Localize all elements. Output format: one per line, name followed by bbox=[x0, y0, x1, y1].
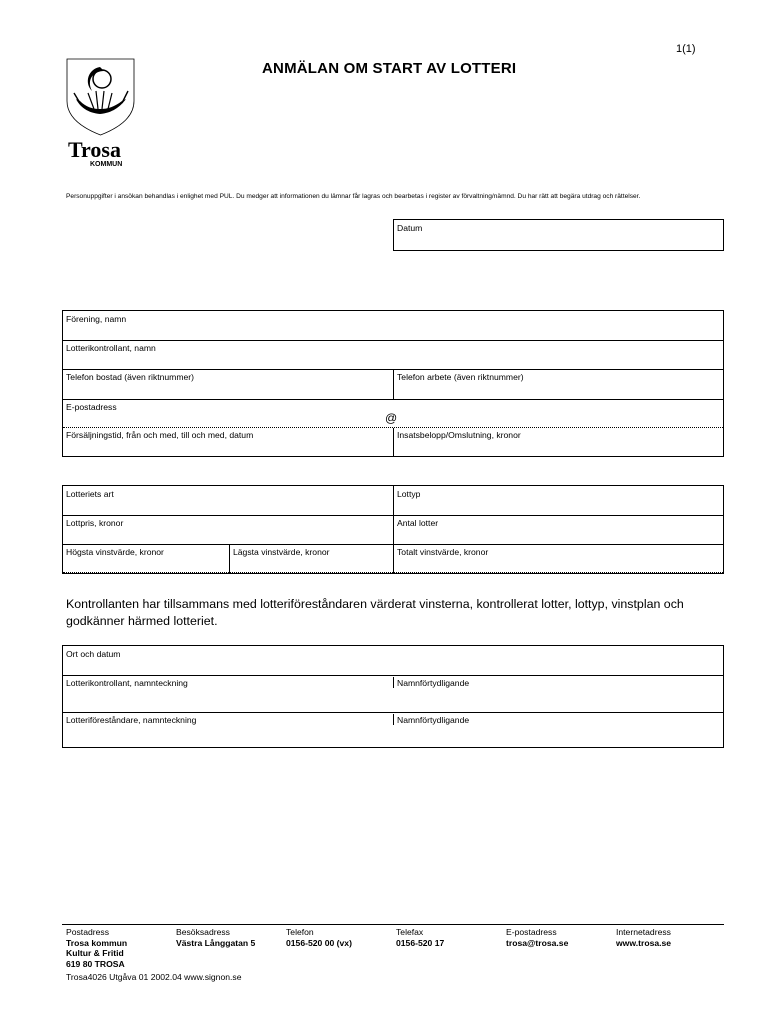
page-number: 1(1) bbox=[676, 43, 696, 55]
insatsbelopp-field[interactable] bbox=[394, 428, 723, 456]
footer-internet bbox=[616, 927, 671, 948]
forening-namn-label: Förening, namn bbox=[66, 314, 127, 324]
namnfortydligande-1-label: Namnförtydligande bbox=[397, 678, 470, 688]
lotterikontrollant-namn-label: Lotterikontrollant, namn bbox=[66, 343, 156, 353]
footer-telefax-label: Telefax bbox=[396, 927, 424, 937]
footer-besoksadress-label: Besöksadress bbox=[176, 927, 230, 937]
footer-epost bbox=[506, 927, 568, 948]
telefon-arbete-label: Telefon arbete (även riktnummer) bbox=[397, 372, 524, 382]
namnfortydligande-2-label: Namnförtydligande bbox=[397, 715, 470, 725]
footer-postadress-line3: 619 80 TROSA bbox=[66, 958, 125, 969]
telefon-bostad-label: Telefon bostad (även riktnummer) bbox=[66, 372, 195, 382]
lottyp-field[interactable] bbox=[394, 486, 723, 515]
footer-telefon-label: Telefon bbox=[286, 927, 314, 937]
lottpris-field[interactable] bbox=[63, 516, 393, 544]
footer-postadress-label: Postadress bbox=[66, 927, 109, 937]
coat-of-arms-icon bbox=[64, 57, 138, 167]
totalt-vinstvarde-field[interactable] bbox=[394, 545, 723, 573]
lottyp-label: Lottyp bbox=[397, 489, 421, 499]
namnfortydligande-2-field[interactable] bbox=[394, 713, 723, 747]
telefon-bostad-field[interactable] bbox=[63, 370, 393, 399]
footer-telefax bbox=[396, 927, 444, 948]
lottpris-label: Lottpris, kronor bbox=[66, 518, 124, 528]
footer-divider bbox=[62, 924, 724, 925]
organization-section bbox=[62, 310, 724, 457]
forsaljningstid-label: Försäljningstid, från och med, till och med, datum bbox=[66, 430, 254, 440]
epostadress-label: E-postadress bbox=[66, 402, 117, 412]
footer-postadress bbox=[66, 927, 127, 969]
antal-lotter-field[interactable] bbox=[394, 516, 723, 544]
ort-och-datum-field[interactable] bbox=[63, 646, 723, 675]
footer-internet-value[interactable]: www.trosa.se bbox=[616, 937, 672, 948]
ort-och-datum-label: Ort och datum bbox=[66, 649, 121, 659]
insatsbelopp-label: Insatsbelopp/Omslutning, kronor bbox=[397, 430, 521, 440]
forsaljningstid-field[interactable] bbox=[63, 428, 393, 456]
footer-besoksadress-value: Västra Långgatan 5 bbox=[176, 937, 256, 948]
signature-section bbox=[62, 645, 724, 748]
forening-namn-field[interactable] bbox=[63, 311, 723, 340]
antal-lotter-label: Antal lotter bbox=[397, 518, 439, 528]
forestandare-namnteckning-field[interactable] bbox=[63, 713, 393, 747]
kontrollant-namnteckning-label: Lotterikontrollant, namnteckning bbox=[66, 678, 188, 688]
namnfortydligande-1-field[interactable] bbox=[394, 676, 723, 712]
lagsta-vinstvarde-label: Lägsta vinstvärde, kronor bbox=[233, 547, 330, 557]
approval-statement: Kontrollanten har tillsammans med lotteriföreståndaren värderat vinsterna, kontrollerat lotter, lottyp, vinstplan och godkänner härmed lotteriet. bbox=[66, 597, 684, 628]
footer-postadress-line1: Trosa kommun bbox=[66, 937, 128, 948]
totalt-vinstvarde-label: Totalt vinstvärde, kronor bbox=[397, 547, 489, 557]
footer-internet-label: Internetadress bbox=[616, 927, 671, 937]
pul-notice: Personuppgifter i ansökan behandlas i enlighet med PUL. Du medger att informationen du lämnar får lagras och bearbetas i register av förvaltning/nämnd. Du har rätt att begära utdrag och rättelser. bbox=[66, 193, 641, 200]
forestandare-namnteckning-label: Lotteriföreståndare, namnteckning bbox=[66, 715, 197, 725]
logo-name: Trosa bbox=[68, 137, 121, 162]
form-edition: Trosa4026 Utgåva 01 2002.04 www.signon.se bbox=[66, 972, 242, 982]
at-sign: @ bbox=[385, 411, 398, 425]
date-field[interactable] bbox=[393, 219, 724, 251]
footer-besoksadress bbox=[176, 927, 255, 948]
trosa-logo bbox=[64, 57, 138, 167]
hogsta-vinstvarde-label: Högsta vinstvärde, kronor bbox=[66, 547, 164, 557]
footer-telefon bbox=[286, 927, 352, 948]
lotteriets-art-label: Lotteriets art bbox=[66, 489, 114, 499]
footer-postadress-line2: Kultur & Fritid bbox=[66, 948, 124, 958]
kontrollant-namnteckning-field[interactable] bbox=[63, 676, 393, 712]
footer-epost-value[interactable]: trosa@trosa.se bbox=[506, 937, 569, 948]
lottery-section bbox=[62, 485, 724, 574]
footer-epost-label: E-postadress bbox=[506, 927, 557, 937]
date-label: Datum bbox=[397, 223, 423, 233]
lotterikontrollant-namn-field[interactable] bbox=[63, 341, 723, 370]
telefon-arbete-field[interactable] bbox=[394, 370, 723, 399]
footer-telefax-value: 0156-520 17 bbox=[396, 937, 445, 948]
lagsta-vinstvarde-field[interactable] bbox=[230, 545, 393, 573]
page-title: ANMÄLAN OM START AV LOTTERI bbox=[262, 60, 517, 77]
hogsta-vinstvarde-field[interactable] bbox=[63, 545, 229, 573]
footer-telefon-value: 0156-520 00 (vx) bbox=[286, 937, 352, 948]
lotteriets-art-field[interactable] bbox=[63, 486, 393, 515]
logo-sub: KOMMUN bbox=[90, 161, 123, 167]
